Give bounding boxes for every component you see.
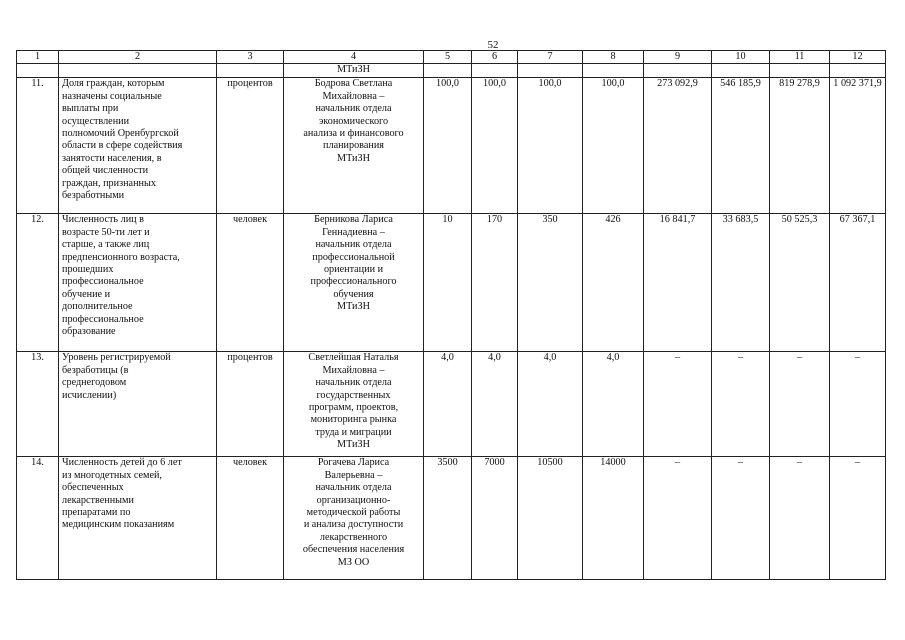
table-row xyxy=(17,214,886,352)
empty-cell xyxy=(59,64,217,78)
value-col8: 14000 xyxy=(583,457,644,580)
value-col9: 273 092,9 xyxy=(644,78,712,214)
empty-cell xyxy=(472,64,518,78)
indicators-table xyxy=(16,50,886,580)
header-row xyxy=(17,51,886,64)
value-col5: 10 xyxy=(424,214,472,352)
value-col7: 100,0 xyxy=(518,78,583,214)
empty-cell xyxy=(644,64,712,78)
value-col11: – xyxy=(770,457,830,580)
value-col11: – xyxy=(770,352,830,457)
header-cell: 7 xyxy=(518,51,583,64)
responsible-person: Рогачева Лариса Валерьевна – начальник отдела организационно- методической работы и анализа доступности лекарственного обеспечения населения МЗ ОО xyxy=(284,457,424,580)
header-cell: 9 xyxy=(644,51,712,64)
row-number: 14. xyxy=(17,457,59,580)
header-cell: 5 xyxy=(424,51,472,64)
indicator-name: Уровень регистрируемой безработицы (в среднегодовом исчислении) xyxy=(59,352,217,457)
value-col10: 33 683,5 xyxy=(712,214,770,352)
value-col12: 1 092 371,9 xyxy=(830,78,886,214)
empty-cell xyxy=(424,64,472,78)
value-col12: 67 367,1 xyxy=(830,214,886,352)
header-cell: 6 xyxy=(472,51,518,64)
value-col8: 4,0 xyxy=(583,352,644,457)
unit: процентов xyxy=(217,352,284,457)
empty-cell xyxy=(518,64,583,78)
value-col7: 350 xyxy=(518,214,583,352)
unit: человек xyxy=(217,457,284,580)
value-col10: – xyxy=(712,457,770,580)
value-col8: 100,0 xyxy=(583,78,644,214)
empty-cell xyxy=(17,64,59,78)
header-cell: 1 xyxy=(17,51,59,64)
value-col7: 4,0 xyxy=(518,352,583,457)
value-col6: 7000 xyxy=(472,457,518,580)
header-cell: 10 xyxy=(712,51,770,64)
empty-cell xyxy=(830,64,886,78)
indicator-name: Доля граждан, которым назначены социальные выплаты при осуществлении полномочий Оренбургской области в сфере содействия занятости населения, в общей численности граждан, признанных безработными xyxy=(59,78,217,214)
responsible-continuation: МТиЗН xyxy=(284,64,424,78)
value-col9: 16 841,7 xyxy=(644,214,712,352)
page-number: 52 xyxy=(487,39,499,51)
value-col10: – xyxy=(712,352,770,457)
row-number: 13. xyxy=(17,352,59,457)
indicator-name: Численность детей до 6 лет из многодетных семей, обеспеченных лекарственными препаратами по медицинским показаниям xyxy=(59,457,217,580)
header-cell: 3 xyxy=(217,51,284,64)
header-cell: 4 xyxy=(284,51,424,64)
value-col9: – xyxy=(644,457,712,580)
row-number: 12. xyxy=(17,214,59,352)
unit: процентов xyxy=(217,78,284,214)
row-number: 11. xyxy=(17,78,59,214)
value-col5: 4,0 xyxy=(424,352,472,457)
value-col11: 50 525,3 xyxy=(770,214,830,352)
unit: человек xyxy=(217,214,284,352)
value-col5: 100,0 xyxy=(424,78,472,214)
continuation-row xyxy=(17,64,886,78)
empty-cell xyxy=(712,64,770,78)
responsible-person: Берникова Лариса Геннадиевна – начальник отдела профессиональной ориентации и профессионального обучения МТиЗН xyxy=(284,214,424,352)
header-cell: 11 xyxy=(770,51,830,64)
value-col12: – xyxy=(830,457,886,580)
responsible-person: Бодрова Светлана Михайловна – начальник отдела экономического анализа и финансового планирования МТиЗН xyxy=(284,78,424,214)
value-col7: 10500 xyxy=(518,457,583,580)
value-col5: 3500 xyxy=(424,457,472,580)
empty-cell xyxy=(217,64,284,78)
indicator-name: Численность лиц в возрасте 50-ти лет и старше, а также лиц предпенсионного возраста, прошедших профессиональное обучение и дополнительное профессиональное образование xyxy=(59,214,217,352)
header-cell: 2 xyxy=(59,51,217,64)
responsible-person: Светлейшая Наталья Михайловна – начальник отдела государственных программ, проектов, мониторинга рынка труда и миграции МТиЗН xyxy=(284,352,424,457)
value-col10: 546 185,9 xyxy=(712,78,770,214)
table-row xyxy=(17,352,886,457)
value-col6: 100,0 xyxy=(472,78,518,214)
value-col11: 819 278,9 xyxy=(770,78,830,214)
table-row xyxy=(17,457,886,580)
value-col6: 4,0 xyxy=(472,352,518,457)
header-cell: 8 xyxy=(583,51,644,64)
value-col9: – xyxy=(644,352,712,457)
value-col6: 170 xyxy=(472,214,518,352)
empty-cell xyxy=(770,64,830,78)
value-col12: – xyxy=(830,352,886,457)
table-row xyxy=(17,78,886,214)
value-col8: 426 xyxy=(583,214,644,352)
empty-cell xyxy=(583,64,644,78)
header-cell: 12 xyxy=(830,51,886,64)
